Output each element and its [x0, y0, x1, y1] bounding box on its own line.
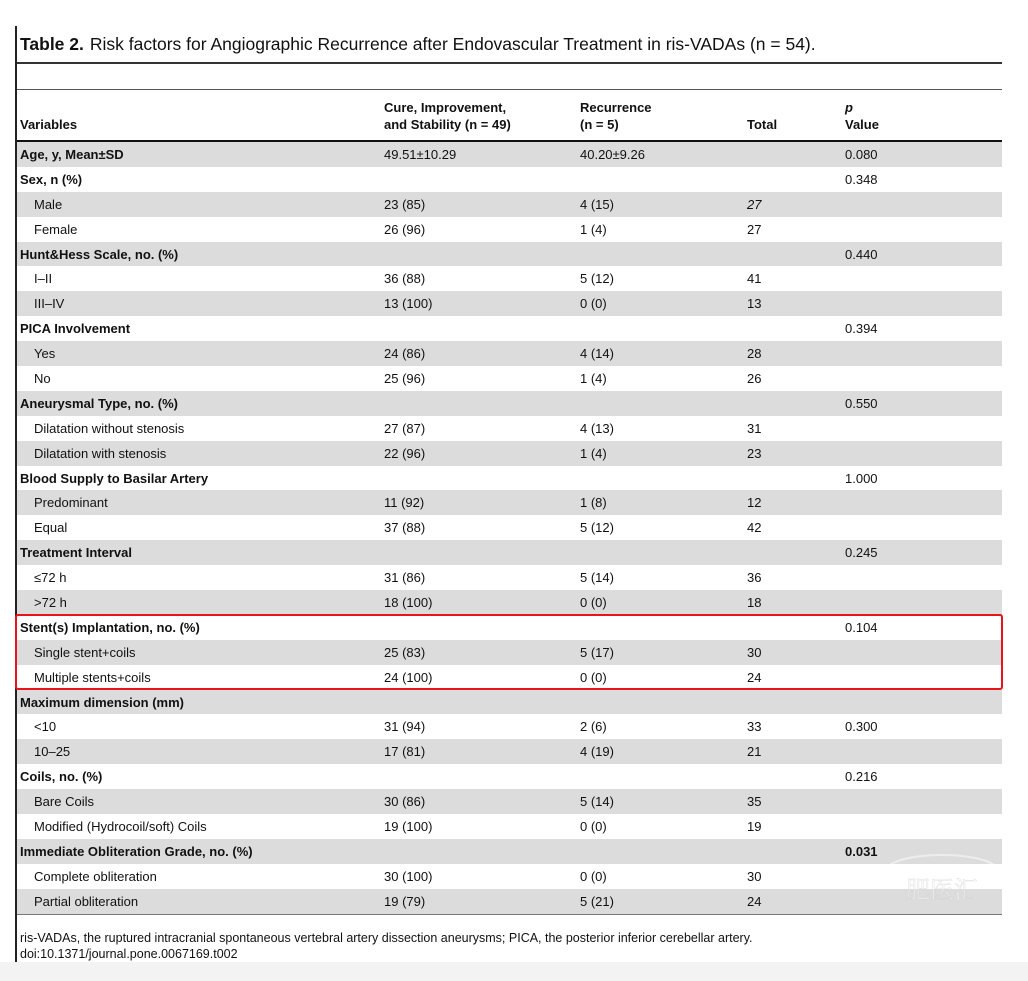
cell-cure-improvement-stability: 19 (100) [384, 819, 433, 835]
cell-total: 35 [747, 794, 762, 810]
footnote-doi: doi:10.1371/journal.pone.0067169.t002 [20, 947, 238, 961]
cell-recurrence: 1 (4) [580, 371, 607, 387]
cell-p-value: 0.394 [845, 321, 878, 337]
cell-recurrence: 2 (6) [580, 719, 607, 735]
table-row [17, 490, 1002, 515]
header-recurrence-group [580, 99, 652, 133]
cell-recurrence: 5 (21) [580, 893, 614, 909]
table-row [17, 864, 1002, 889]
table-caption-text: Risk factors for Angiographic Recurrence after Endovascular Treatment in ris-VADAs (n = 54). [89, 34, 816, 54]
cell-variable: Stent(s) Implantation, no. (%) [20, 619, 200, 635]
cell-cure-improvement-stability: 17 (81) [384, 744, 426, 760]
table-group-row [17, 242, 1002, 267]
cell-p-value: 0.104 [845, 619, 878, 635]
table-group-row [17, 466, 1002, 491]
table-row [17, 217, 1002, 242]
cell-variable: Male [34, 196, 63, 212]
cell-variable: Multiple stents+coils [34, 669, 151, 685]
cell-total: 27 [747, 221, 762, 237]
cell-cure-improvement-stability: 24 (86) [384, 346, 426, 362]
cell-cure-improvement-stability: 24 (100) [384, 669, 433, 685]
cell-variable: Female [34, 221, 78, 237]
table-group-row [17, 839, 1002, 864]
cell-variable: Complete obliteration [34, 868, 157, 884]
table-label: Table 2. [20, 34, 84, 54]
table-row [17, 341, 1002, 366]
header-variables: Variables [20, 117, 78, 132]
cell-cure-improvement-stability: 36 (88) [384, 271, 426, 287]
cell-variable: Hunt&Hess Scale, no. (%) [20, 246, 179, 262]
bottom-strip [0, 962, 1028, 981]
cell-variable: Partial obliteration [34, 893, 139, 909]
table-row [17, 714, 1002, 739]
header-p-value-word: Value [845, 117, 879, 132]
table-group-row [17, 316, 1002, 341]
cell-p-value: 1.000 [845, 470, 878, 486]
cell-variable: Bare Coils [34, 794, 94, 810]
table-footnote [20, 930, 753, 962]
table-group-row [17, 142, 1002, 167]
cell-variable: Aneurysmal Type, no. (%) [20, 395, 178, 411]
table-row [17, 266, 1002, 291]
table-header [17, 90, 1002, 140]
cell-recurrence: 0 (0) [580, 868, 607, 884]
cell-variable: I–II [34, 271, 53, 287]
cell-total: 23 [747, 445, 762, 461]
cell-recurrence: 4 (15) [580, 196, 614, 212]
table-row [17, 291, 1002, 316]
cell-cure-improvement-stability: 37 (88) [384, 520, 426, 536]
table-group-row [17, 690, 1002, 715]
cell-cure-improvement-stability: 18 (100) [384, 595, 433, 611]
table-row [17, 192, 1002, 217]
cell-total: 31 [747, 420, 762, 436]
cell-total: 41 [747, 271, 762, 287]
cell-p-value: 0.348 [845, 171, 878, 187]
cell-variable: <10 [34, 719, 57, 735]
cell-recurrence: 0 (0) [580, 296, 607, 312]
cell-recurrence: 5 (12) [580, 520, 614, 536]
header-recurrence-line1: Recurrence [580, 100, 652, 115]
cell-p-value: 0.216 [845, 769, 878, 785]
cell-p-value: 0.300 [845, 719, 878, 735]
cell-variable: III–IV [34, 296, 65, 312]
table-caption [20, 34, 816, 55]
cell-cure-improvement-stability: 26 (96) [384, 221, 426, 237]
cell-recurrence: 1 (8) [580, 495, 607, 511]
table-group-row [17, 764, 1002, 789]
table-row [17, 515, 1002, 540]
cell-total: 36 [747, 570, 762, 586]
cell-p-value: 0.031 [845, 843, 878, 859]
table-bottom-rule [17, 914, 1002, 915]
cell-total: 19 [747, 819, 762, 835]
cell-cure-improvement-stability: 22 (96) [384, 445, 426, 461]
cell-cure-improvement-stability: 31 (86) [384, 570, 426, 586]
cell-total: 27 [747, 196, 762, 212]
cell-total: 28 [747, 346, 762, 362]
table-group-row [17, 540, 1002, 565]
cell-variable: Sex, n (%) [20, 171, 83, 187]
cell-total: 30 [747, 868, 762, 884]
header-total: Total [747, 117, 778, 132]
cell-total: 30 [747, 644, 762, 660]
cell-recurrence: 0 (0) [580, 819, 607, 835]
cell-variable: Coils, no. (%) [20, 769, 103, 785]
cell-p-value: 0.550 [845, 395, 878, 411]
header-p-value [845, 99, 879, 133]
highlight-box-stent-implantation [15, 614, 1003, 690]
cell-recurrence: 5 (14) [580, 570, 614, 586]
cell-variable: Maximum dimension (mm) [20, 694, 184, 710]
cell-cure-improvement-stability: 25 (83) [384, 644, 426, 660]
table-body [17, 142, 1002, 914]
cell-recurrence: 4 (13) [580, 420, 614, 436]
cell-cure-improvement-stability: 31 (94) [384, 719, 426, 735]
cell-recurrence: 5 (14) [580, 794, 614, 810]
cell-cure-improvement-stability: 13 (100) [384, 296, 433, 312]
header-p-symbol: p [845, 100, 853, 115]
header-cure-line2: and Stability (n = 49) [384, 117, 511, 132]
cell-recurrence: 5 (17) [580, 644, 614, 660]
table-row [17, 889, 1002, 914]
cell-total: 24 [747, 669, 762, 685]
cell-variable: Dilatation without stenosis [34, 420, 185, 436]
cell-total: 18 [747, 595, 762, 611]
cell-recurrence: 0 (0) [580, 595, 607, 611]
cell-variable: Equal [34, 520, 68, 536]
table-group-row [17, 167, 1002, 192]
cell-cure-improvement-stability: 19 (79) [384, 893, 426, 909]
cell-recurrence: 1 (4) [580, 221, 607, 237]
cell-recurrence: 0 (0) [580, 669, 607, 685]
header-cure-line1: Cure, Improvement, [384, 100, 507, 115]
header-recurrence-line2: (n = 5) [580, 117, 619, 132]
cell-total: 21 [747, 744, 762, 760]
cell-variable: No [34, 371, 51, 387]
cell-cure-improvement-stability: 49.51±10.29 [384, 147, 457, 162]
cell-variable: Treatment Interval [20, 545, 132, 561]
cell-p-value: 0.245 [845, 545, 878, 561]
cell-variable: Yes [34, 346, 56, 362]
cell-recurrence: 4 (19) [580, 744, 614, 760]
footnote-abbreviations: ris-VADAs, the ruptured intracranial spontaneous vertebral artery dissection aneurysms; PICA, the posterior inferior cerebellar artery. [20, 931, 753, 945]
table-row [17, 814, 1002, 839]
cell-cure-improvement-stability: 30 (86) [384, 794, 426, 810]
cell-variable: Modified (Hydrocoil/soft) Coils [34, 819, 207, 835]
cell-total: 33 [747, 719, 762, 735]
table-row [17, 789, 1002, 814]
table-group-row [17, 391, 1002, 416]
table-row [17, 739, 1002, 764]
table-row [17, 441, 1002, 466]
cell-recurrence: 5 (12) [580, 271, 614, 287]
cell-cure-improvement-stability: 11 (92) [384, 495, 425, 511]
cell-variable: Dilatation with stenosis [34, 445, 167, 461]
cell-recurrence: 4 (14) [580, 346, 614, 362]
cell-variable: PICA Involvement [20, 321, 131, 337]
cell-variable: Predominant [34, 495, 108, 511]
cell-total: 42 [747, 520, 762, 536]
caption-rule [17, 62, 1002, 64]
cell-cure-improvement-stability: 27 (87) [384, 420, 426, 436]
header-cure-group [384, 99, 511, 133]
table-row [17, 366, 1002, 391]
cell-cure-improvement-stability: 30 (100) [384, 868, 433, 884]
cell-p-value: 0.080 [845, 147, 878, 162]
cell-variable: Age, y, Mean±SD [20, 147, 124, 162]
cell-variable: 10–25 [34, 744, 71, 760]
cell-total: 26 [747, 371, 762, 387]
cell-recurrence: 40.20±9.26 [580, 147, 645, 162]
cell-variable: Immediate Obliteration Grade, no. (%) [20, 843, 253, 859]
svg-text:肥医汇: 肥医汇 [906, 876, 978, 904]
table-row [17, 416, 1002, 441]
table-row [17, 590, 1002, 615]
watermark-logo [880, 850, 1004, 910]
cell-variable: Blood Supply to Basilar Artery [20, 470, 209, 486]
cell-total: 13 [747, 296, 762, 312]
cell-cure-improvement-stability: 25 (96) [384, 371, 426, 387]
cell-variable: Single stent+coils [34, 644, 136, 660]
cell-p-value: 0.440 [845, 246, 878, 262]
cell-variable: >72 h [34, 595, 67, 611]
cell-total: 12 [747, 495, 762, 511]
table-row [17, 565, 1002, 590]
cell-variable: ≤72 h [34, 570, 67, 586]
cell-cure-improvement-stability: 23 (85) [384, 196, 426, 212]
cell-total: 24 [747, 893, 762, 909]
cell-recurrence: 1 (4) [580, 445, 607, 461]
